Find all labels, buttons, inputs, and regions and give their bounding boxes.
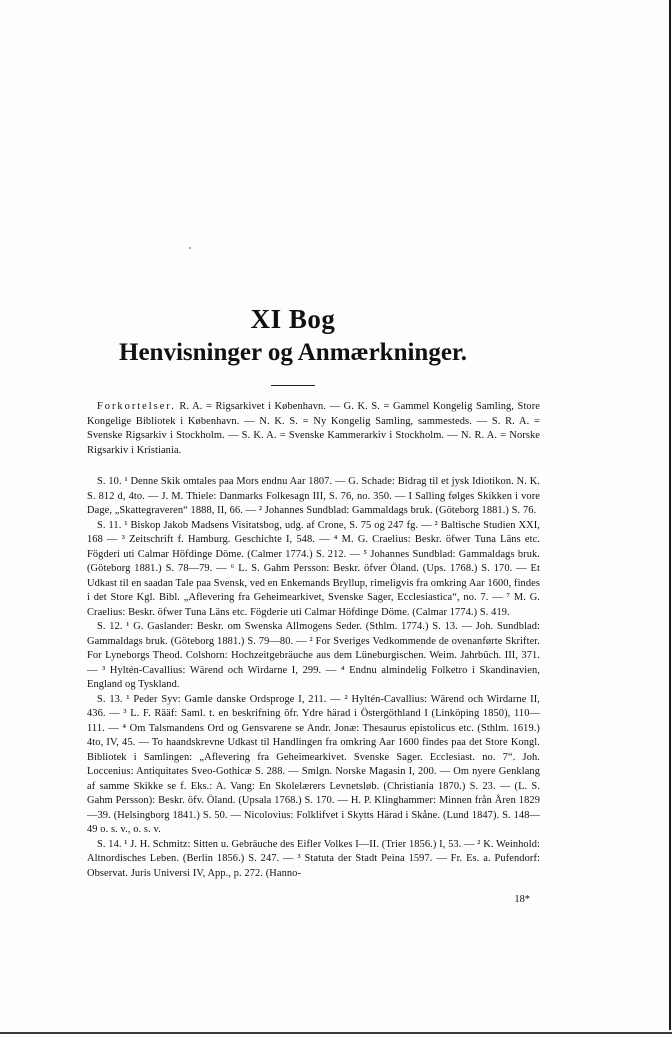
- chapter-title: XI Bog: [250, 304, 336, 334]
- title-rule: [271, 385, 315, 386]
- chapter-heading: [0, 303, 586, 368]
- print-speck: [189, 247, 191, 249]
- page-edge-bottom: [0, 1032, 672, 1034]
- page-number: 18*: [514, 894, 530, 905]
- references-section: [87, 475, 540, 881]
- page-edge-right: [669, 0, 671, 1030]
- abbreviations-paragraph: [87, 400, 540, 458]
- reference-paragraph: S. 11. ¹ Biskop Jakob Madsens Visitatsbog, udg. af Crone, S. 75 og 247 fg. — ² Baltische Studien XXI, 168 — ³ Zeitschrift f. Hamburg. Geschichte I, 548. — ⁴ M. G. Craelius: Beskr. öfwer Tuna Läns etc. Fögderi uti Calmar Höfdinge Döme. (Calmer 1774.) S. 212. — ⁵ Johannes Sundblad: Gammaldags bruk. (Göteborg 1881.) S. 78—79. — ⁶ L. S. Gahm Persson: Beskr. öfver Öland. (Ups. 1768.) S. 170. — Et Udkast til en saadan Tale paa Svensk, ved en Enkemands Bryllup, rimeligvis fra omkring Aar 1600, findes i det Store Kgl. Bibl. „Aflevering fra Geheimearkivet, Svenske Sager, Ecclesiastica“, no. 7. — ⁷ M. G. Craelius: Beskr. öfwer Tuna Läns etc. Fögderie uti Calmar Höfdinge Döme. (Calmar 1774.) S. 419.: [87, 519, 540, 618]
- chapter-subtitle: Henvisninger og Anmærkninger.: [119, 339, 467, 366]
- reference-paragraph: S. 12. ¹ G. Gaslander: Beskr. om Swenska Allmogens Seder. (Sthlm. 1774.) S. 13. — Joh. Sundblad: Gammaldags bruk. (Göteborg 1881.) S. 79—80. — ² For Sveriges Vedkommende de ovenanførte Skrifter. For Lyneborgs Theod. Colshorn: Hochzeitgebräuche aus dem Lüneburgischen. Weim. Jahrbüch. III, 371. — ³ Hyltén-Cavallius: Wärend och Wirdarne I, 299. — ⁴ Endnu almindelig Folketro i Skandinavien, England og Tyskland.: [87, 621, 540, 690]
- reference-paragraph: S. 10. ¹ Denne Skik omtales paa Mors endnu Aar 1807. — G. Schade: Bidrag til et jysk Idiotikon. N. K. S. 812 d, 4to. — J. M. Thiele: Danmarks Folkesagn III, S. 76, no. 350. — I Salling følges Skikken i vore Dage, „Skattegraveren“ 1888, II, 66. — ² Johannes Sundblad: Gammaldags bruk. (Göteborg 1881.) S. 76.: [87, 476, 540, 516]
- abbreviations-label: Forkortelser.: [97, 401, 176, 412]
- reference-paragraph: S. 13. ¹ Peder Syv: Gamle danske Ordsproge I, 211. — ² Hyltén-Cavallius: Wärend och Wirdarne II, 436. — ³ L. F. Rääf: Saml. t. en beskrifning öfr. Ydre härad i Östergöthland I (Linköping 1850), 110—111. — ⁴ Om Talsmandens Ord og Gensvarene se Andr. Jonæ: Thesaurus epistolicus etc. (Sthlm. 1619.) 4to, IV, 45. — To haandskrevne Udkast til Handlingen fra omkring Aar 1600 findes paa det Store Kongl. Bibliotek i Samlingen: „Aflevering fra Geheimearkivet. Svenske Sager. Ecclesiast. no. 7“. Joh. Loccenius: Antiquitates Sveo-Gothicæ S. 288. — Smlgn. Norske Magasin I, 200. — Om nyere Genklang af samme Skikke se f. Eks.: A. Vang: En Skolelærers Levnetsløb. (Christiania 1870.) S. 23. — (L. S. Gahm Persson): Beskr. öfv. Öland. (Upsala 1768.) S. 170. — H. P. Klinghammer: Minnen från Åren 1829—39. (Helsingborg 1841.) S. 50. — Nicolovius: Folklifvet i Skytts Härad i Skåne. (Lund 1847). S. 148—49 o. s. v., o. s. v.: [87, 693, 540, 835]
- abbreviations-text: R. A. = Rigsarkivet i København. — G. K. S. = Gammel Kongelig Samling, Store Kongelige Bibliotek i København. — N. K. S. = Ny Kongelig Samling, sammesteds. — S. R. A. = Svenske Rigsarkiv i Stockholm. — S. K. A. = Svenske Kammerarkiv i Stockholm. — N. R. A. = Norske Rigsarkiv i Kristiania.: [87, 401, 540, 456]
- reference-paragraph: S. 14. ¹ J. H. Schmitz: Sitten u. Gebräuche des Eifler Volkes I—II. (Trier 1856.) I, 53. — ² K. Weinhold: Altnordisches Leben. (Berlin 1856.) S. 247. — ³ Statuta der Stadt Peina 1597. — Fr. Es. a. Pufendorf: Observat. Juris Universi IV, App., p. 272. (Hanno-: [87, 838, 540, 879]
